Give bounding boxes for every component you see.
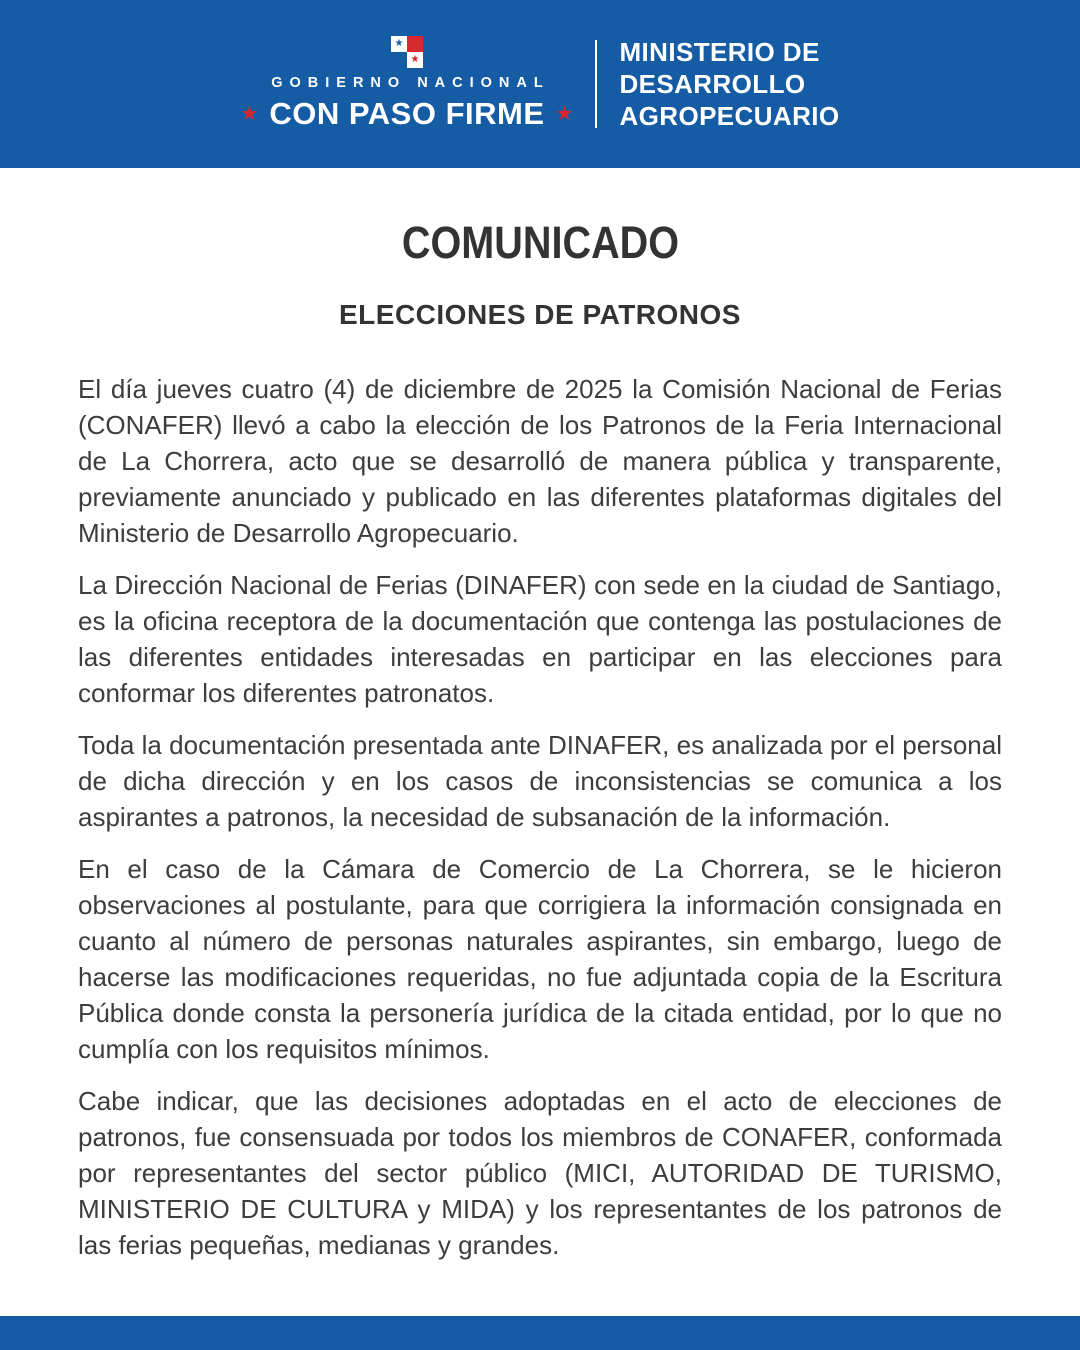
star-icon-right: ★	[555, 103, 574, 125]
flag-quadrant-red	[407, 36, 423, 52]
flag-quadrant-empty	[391, 52, 407, 68]
gobierno-nacional-label: GOBIERNO NACIONAL	[271, 75, 550, 91]
paragraph-4: En el caso de la Cámara de Comercio de La Chorrera, se le hicieron observaciones al postulante, para que corrigiera la información consignada en cuanto al número de personas naturales aspirantes, sin embargo, luego de hacerse las modificaciones requeridas, no fue adjuntada copia de la Escritura Pública donde consta la personería jurídica de la citada entidad, por lo que no cumplía con los requisitos mínimos.	[78, 854, 1002, 1064]
government-brand-lockup	[240, 36, 839, 132]
document-body	[0, 168, 1080, 1316]
paragraph-3: Toda la documentación presentada ante DINAFER, es analizada por el personal de dicha dirección y en los casos de inconsistencias se comunica a los aspirantes a patronos, la necesidad de subsanación de la información.	[78, 730, 1002, 832]
panama-flag-icon	[391, 36, 423, 68]
page-subtitle: ELECCIONES DE PATRONOS	[338, 299, 741, 330]
ministry-line-3: AGROPECUARIO	[619, 101, 840, 131]
footer-bar	[0, 1316, 1080, 1350]
ministry-name	[619, 36, 839, 132]
star-icon-left: ★	[240, 103, 259, 125]
paragraph-2: La Dirección Nacional de Ferias (DINAFER) con sede en la ciudad de Santiago, es la oficina receptora de la documentación que contenga las postulaciones de las diferentes entidades interesadas en participar en las elecciones para conformar los diferentes patronatos.	[78, 570, 1002, 708]
communique-text	[78, 371, 1002, 1263]
page-title: COMUNICADO	[401, 217, 679, 268]
red-star-icon: ★	[410, 54, 420, 65]
blue-star-icon: ★	[394, 38, 404, 49]
gobierno-nacional-logo	[240, 36, 573, 132]
header-banner	[0, 0, 1080, 168]
flag-quadrant-blue-star	[391, 36, 407, 52]
flag-quadrant-red-star	[407, 52, 423, 68]
con-paso-firme-label: CON PASO FIRME	[269, 96, 545, 131]
paragraph-1: El día jueves cuatro (4) de diciembre de 2025 la Comisión Nacional de Ferias (CONAFER) llevó a cabo la elección de los Patronos de la Feria Internacional de La Chorrera, acto que se desarrolló de manera pública y transparente, previamente anunciado y publicado en las diferentes plataformas digitales del Ministerio de Desarrollo Agropecuario.	[78, 374, 1002, 548]
ministry-line-1: MINISTERIO DE	[619, 37, 820, 67]
slogan-row	[240, 96, 573, 132]
brand-divider-line	[595, 40, 597, 128]
ministry-line-2: DESARROLLO	[619, 69, 806, 99]
paragraph-5: Cabe indicar, que las decisiones adoptadas en el acto de elecciones de patronos, fue consensuada por todos los miembros de CONAFER, conformada por representantes del sector público (MICI, AUTORIDAD DE TURISMO, MINISTERIO DE CULTURA y MIDA) y los representantes de los patronos de las ferias pequeñas, medianas y grandes.	[78, 1086, 1002, 1260]
